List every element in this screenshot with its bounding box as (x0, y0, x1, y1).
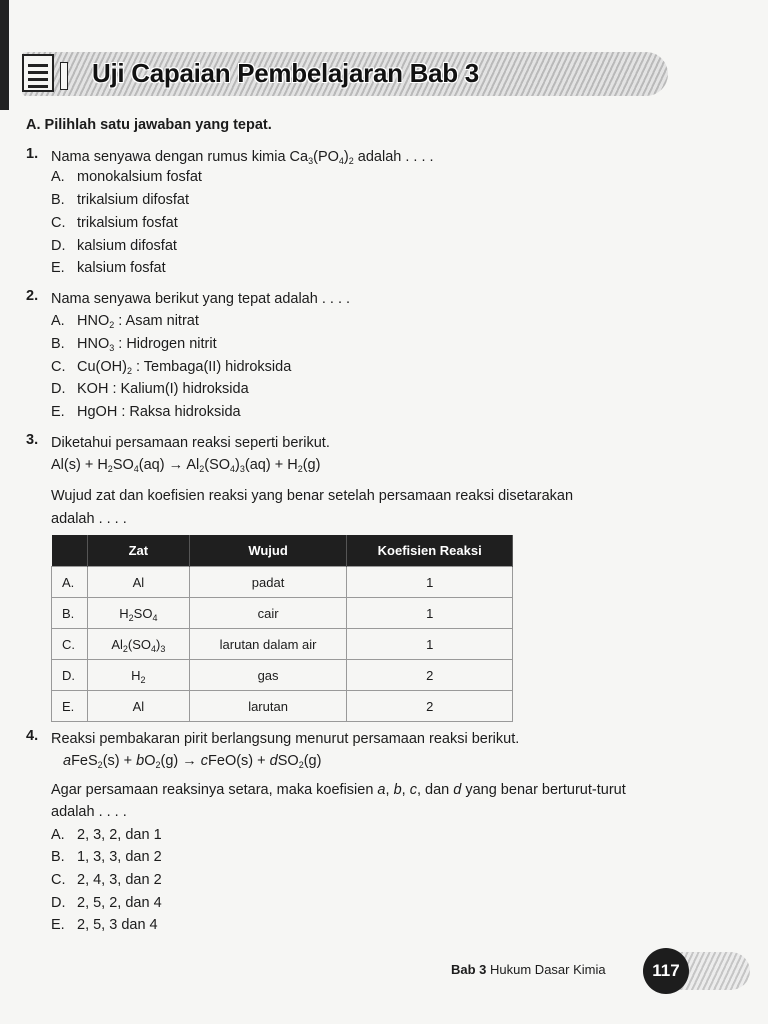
cell-zat: $H_2$ (87, 660, 189, 691)
cell-wujud: larutan (189, 691, 347, 722)
cell-wujud: padat (189, 567, 347, 598)
answer-option[interactable]: D. kalsium difosfat (51, 238, 177, 254)
cell-koefisien: 2 (347, 691, 513, 722)
question-text: Wujud zat dan koefisien reaksi yang benar setelah persamaan reaksi disetarakan (51, 488, 574, 504)
pencil-icon (60, 62, 68, 90)
reaction-equation: aFeS$_2$(s) + $bO_2(g)$ → cFeO(s) + dSO$_2$(g) (63, 753, 322, 770)
question-text: Agar persamaan reaksinya setara, maka koefisien a, b, c, dan d yang benar berturut-turut (51, 782, 626, 798)
cell-wujud: cair (189, 598, 347, 629)
table-row[interactable] (52, 629, 513, 660)
row-letter: E. (52, 691, 88, 722)
page-footer: Bab 3 Hukum Dasar Kimia (451, 962, 606, 977)
answer-option[interactable]: E. HgOH : Raksa hidroksida (51, 404, 241, 420)
question-number: 2. (26, 288, 39, 304)
row-letter: A. (52, 567, 88, 598)
cell-wujud: larutan dalam air (189, 629, 347, 660)
cell-koefisien: 1 (347, 629, 513, 660)
cell-zat: $H_2SO_4$ (87, 598, 189, 629)
question-stem: Nama senyawa dengan rumus kimia $Ca_3(PO_4)_2$ adalah . . . . (51, 149, 434, 166)
cell-zat: $Al_2(SO_4)_3$ (87, 629, 189, 660)
row-letter: B. (52, 598, 88, 629)
answer-option[interactable]: A. monokalsium fosfat (51, 169, 202, 185)
answer-option[interactable]: C. $Cu(OH)_2$ : Tembaga(II) hidroksida (51, 359, 292, 376)
table-header: Koefisien Reaksi (347, 535, 513, 567)
question-stem: Reaksi pembakaran pirit berlangsung menurut persamaan reaksi berikut. (51, 731, 520, 747)
answer-table (51, 535, 513, 722)
table-header (52, 535, 88, 567)
question-number: 1. (26, 146, 39, 162)
cell-zat: Al (87, 691, 189, 722)
answer-option[interactable]: C. 2, 4, 3, dan 2 (51, 872, 162, 888)
cell-zat: Al (87, 567, 189, 598)
answer-option[interactable]: E. kalsium fosfat (51, 260, 166, 276)
cell-koefisien: 1 (347, 598, 513, 629)
table-header: Wujud (189, 535, 347, 567)
cell-koefisien: 1 (347, 567, 513, 598)
answer-option[interactable]: E. 2, 5, 3 dan 4 (51, 917, 158, 933)
table-row[interactable] (52, 660, 513, 691)
cell-wujud: gas (189, 660, 347, 691)
question-stem: Diketahui persamaan reaksi seperti berikut. (51, 435, 330, 451)
page-number: 117 (643, 948, 689, 994)
row-letter: D. (52, 660, 88, 691)
answer-option[interactable]: B. $HNO_3$ : Hidrogen nitrit (51, 336, 217, 353)
answer-option[interactable]: D. 2, 5, 2, dan 4 (51, 895, 162, 911)
table-header-row (52, 535, 513, 567)
binding-edge (0, 0, 9, 110)
question-text: adalah . . . . (51, 511, 127, 527)
question-number: 3. (26, 432, 39, 448)
table-row[interactable] (52, 691, 513, 722)
question-number: 4. (26, 728, 39, 744)
answer-option[interactable]: A. 2, 3, 2, dan 1 (51, 827, 162, 843)
table-row[interactable] (52, 567, 513, 598)
answer-option[interactable]: D. KOH : Kalium(I) hidroksida (51, 381, 249, 397)
answer-option[interactable]: A. $HNO_2$ : Asam nitrat (51, 313, 199, 330)
question-text: adalah . . . . (51, 804, 127, 820)
reaction-equation: $Al(s) + H_2SO_4(aq) \to Al_2(SO_4)_3(aq) + H_2(g)$ (51, 457, 321, 474)
answer-option[interactable]: B. trikalsium difosfat (51, 192, 190, 208)
table-row[interactable] (52, 598, 513, 629)
cell-koefisien: 2 (347, 660, 513, 691)
answer-option[interactable]: C. trikalsium fosfat (51, 215, 178, 231)
table-header: Zat (87, 535, 189, 567)
row-letter: C. (52, 629, 88, 660)
answer-option[interactable]: B. 1, 3, 3, dan 2 (51, 849, 162, 865)
section-heading: A. Pilihlah satu jawaban yang tepat. (26, 117, 272, 133)
worksheet-icon (22, 54, 54, 92)
banner-title: Uji Capaian Pembelajaran Bab 3 (92, 58, 479, 88)
question-stem: Nama senyawa berikut yang tepat adalah . . . . (51, 291, 351, 307)
